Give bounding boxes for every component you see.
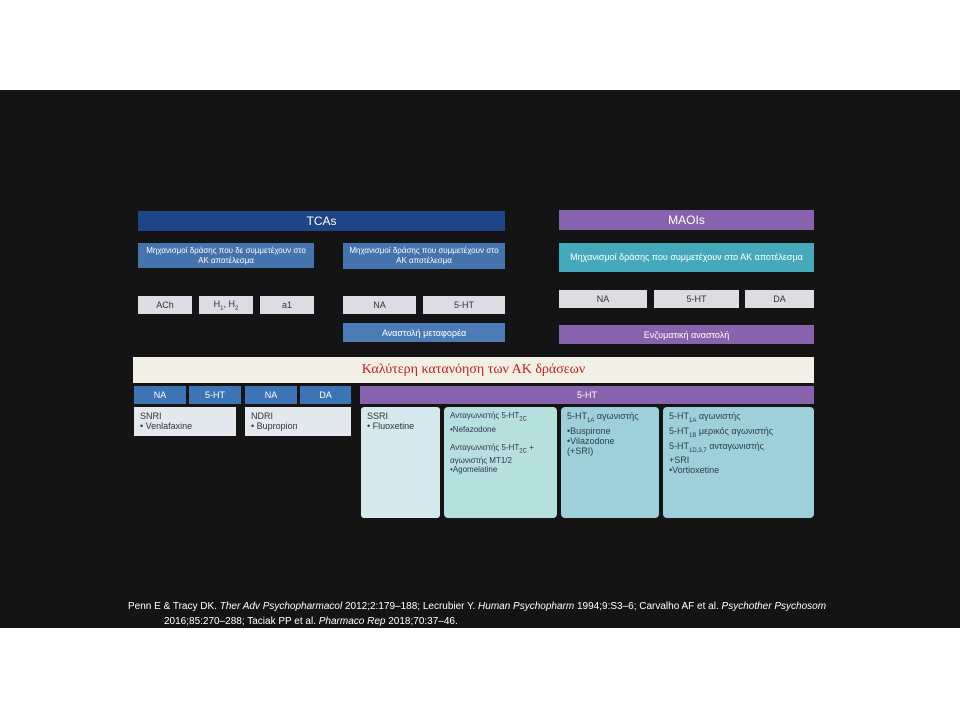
multimodal-card [663, 407, 814, 518]
tca-mechanism-non-ad: Μηχανισμοί δράσης που δε συμμετέχουν στο ΑΚ αποτέλεσμα [138, 243, 314, 268]
vilazodone-item: •Vilazodone [567, 435, 615, 446]
5ht1a-agonist-card [561, 407, 659, 518]
target-a1: a1 [260, 296, 314, 314]
tca-target-5ht: 5-HT [423, 296, 505, 314]
ndri-card [245, 407, 351, 436]
maoi-mechanism-ad: Μηχανισμοί δράσης που συμμετέχουν στο ΑΚ αποτέλεσμα [559, 243, 814, 272]
antagonist-line2: Ανταγωνιστής $5-HT_{2C}$ + [450, 442, 534, 455]
tca-transporter-inhibition: Αναστολή μεταφορέα [343, 323, 505, 342]
target-ach: ACh [138, 296, 192, 314]
antagonist-line1: Ανταγωνιστής $5-HT_{2C}$ [450, 411, 527, 423]
multimodal-line2: $5-HT_{1B}$ μερικός αγωνιστής [669, 425, 774, 439]
reference-line-2: 2016;85:270–288; Taciak PP et al. Pharmaco Rep 2018;70:37–46. [164, 616, 458, 627]
tca-mechanism-ad: Μηχανισμοί δράσης που συμμετέχουν στο ΑΚ αποτέλεσμα [343, 243, 505, 269]
multimodal-line1: $5-HT_{1A}$ αγωνιστής [669, 411, 741, 424]
understanding-banner: Καλύτερη κατανόηση των ΑΚ δράσεων [133, 357, 814, 383]
5ht1a-agonist-title: $5-HT_{1A}$ αγωνιστής [567, 411, 639, 424]
ndri-item: • Bupropion [251, 421, 298, 431]
vortioxetine-item: •Vortioxetine [669, 465, 720, 476]
ssri-item: • Fluoxetine [367, 421, 415, 431]
target-h1-h2 [199, 296, 253, 314]
multimodal-sri: +SRI [669, 455, 690, 466]
references [128, 599, 848, 629]
maoi-header: MAOIs [559, 210, 814, 230]
ssri-title: SSRI [367, 411, 389, 421]
maoi-target-5ht: 5-HT [654, 290, 739, 308]
agomelatine-item: •Agomelatine [450, 465, 498, 475]
buspirone-item: •Buspirone [567, 425, 611, 436]
tca-header: TCAs [138, 211, 505, 231]
snri-card [134, 407, 236, 436]
maoi-enzymatic-inhibition: Ενζυματική αναστολή [559, 325, 814, 344]
ndri-tab-da: DA [300, 386, 351, 404]
snri-title: SNRI [140, 411, 162, 421]
sri-note: (+SRI) [567, 445, 594, 456]
snri-tab-5ht: 5-HT [189, 386, 241, 404]
ssri-card [361, 407, 440, 518]
mt-agonist-line: αγωνιστής MT1/2 [450, 456, 512, 466]
snri-item: • Venlafaxine [140, 421, 193, 431]
tca-target-na: NA [343, 296, 416, 314]
ndri-tab-na: NA [245, 386, 297, 404]
maoi-target-na: NA [559, 290, 647, 308]
snri-tab-na: NA [134, 386, 186, 404]
maoi-target-da: DA [745, 290, 814, 308]
nefazodone-item: •Nefazodone [450, 424, 496, 434]
target-h-label: $H_1$, $H_2$ [213, 298, 239, 312]
multimodal-line3: $5-HT_{1D,3,7}$ ανταγωνιστής [669, 440, 765, 454]
antagonist-card [444, 407, 557, 518]
ndri-title: NDRI [251, 411, 273, 421]
reference-line-1: Penn E & Tracy DK. Ther Adv Psychopharmacol 2012;2:179–188; Lecrubier Y. Human Psychopharm 1994;9:S3–6; Carvalho AF et al. Psychother Psychosom [128, 601, 827, 612]
serotonin-tab: 5-HT [360, 386, 814, 404]
